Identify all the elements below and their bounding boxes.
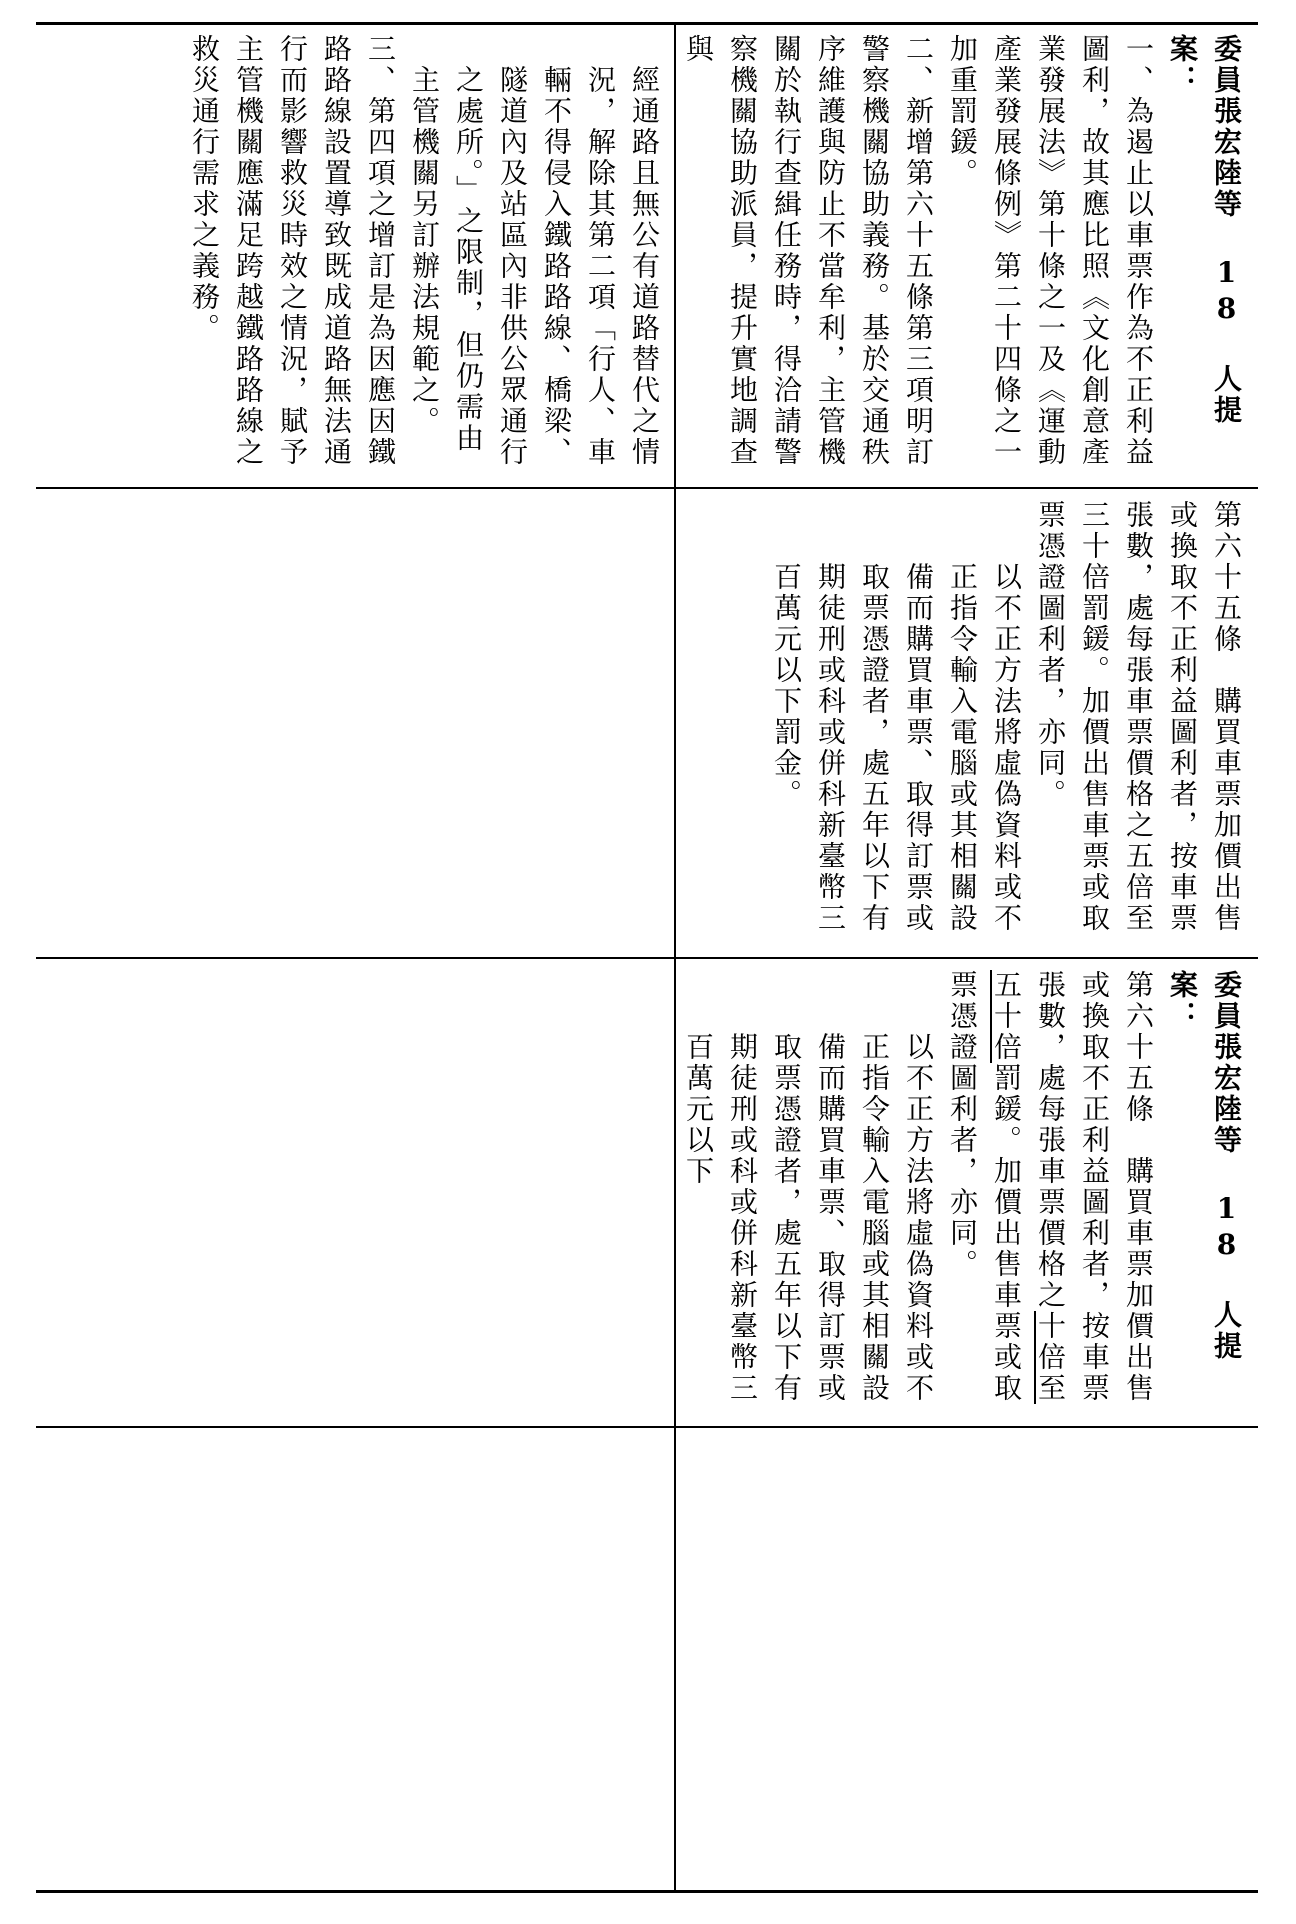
note-item-3: 三、第四項之增訂是為因應因鐵路路線設置導致既成道路無法通行而影響救災時效之情況，賦予主管機關應滿足跨越鐵路路線之救災通行需求之義務。 (188, 34, 397, 468)
row1-right-cell (682, 34, 1248, 480)
row-divider-1 (36, 487, 1258, 489)
top-rule (36, 22, 1258, 25)
article-text: 第六十五條 購買車票加價出售或換取不正利益圖利者，按車票張數，處每張車票價格之 (1034, 970, 1155, 1404)
row-divider-3 (36, 1426, 1258, 1428)
row3-right-cell (682, 970, 1248, 1420)
row2-right-cell (688, 500, 1248, 950)
proposal-heading: 委員張宏陸等 18 人提案： (1166, 970, 1243, 1362)
note-item-1: 一、為遏止以車票作為不正利益圖利，故其應比照《文化創意產業發展法》第十條之一及《運動產業發展條例》第二十四條之一加重罰鍰。 (946, 34, 1155, 468)
note-item-2: 二、新增第六十五條第三項明訂警察機關協助義務。基於交通秩序維護與防止不當牟利，主管機關於執行查緝任務時，得洽請警察機關協助派員，提升實地調查與 (682, 34, 935, 468)
amended-penalty-text: 十倍至五十倍 (990, 970, 1067, 1404)
note-continuation: 經通路且無公有道路替代之情況，解除其第二項「行人、車輛不得侵入鐵路路線、橋梁、隧道內及站區內非供公眾通行之處所。」之限制，但仍需由主管機關另訂辦法規範之。 (408, 64, 661, 468)
bottom-rule (36, 1890, 1258, 1893)
proposal-heading: 委員張宏陸等 18 人提案： (1166, 34, 1243, 426)
row-divider-2 (36, 957, 1258, 959)
row1-left-cell (44, 34, 666, 480)
article-text-cont: 罰鍰。加價出售車票或取票憑證圖利者，亦同。 (946, 970, 1023, 1404)
current-article-65: 第六十五條 購買車票加價出售或換取不正利益圖利者，按車票張數，處每張車票價格之五倍至三十倍罰鍰。加價出售車票或取票憑證圖利者，亦同。 (1034, 500, 1243, 934)
proposed-article-65 (940, 970, 1160, 1420)
current-article-65-para2: 以不正方法將虛偽資料或不正指令輸入電腦或其相關設備而購買車票、取得訂票或取票憑證者，處五年以下有期徒刑或科或併科新臺幣三百萬元以下罰金。 (770, 561, 1023, 934)
proposed-article-65-para2: 以不正方法將虛偽資料或不正指令輸入電腦或其相關設備而購買車票、取得訂票或取票憑證者，處五年以下有期徒刑或科或併科新臺幣三百萬元以下 (682, 1031, 935, 1404)
